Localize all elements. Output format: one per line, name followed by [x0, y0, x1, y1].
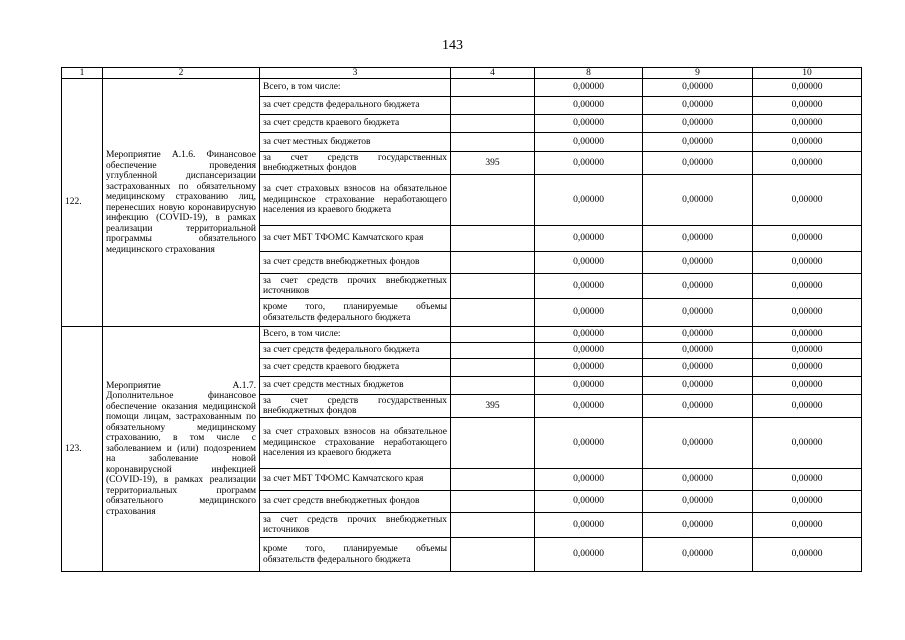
- funding-source: Всего, в том числе:: [260, 79, 451, 97]
- table-row: [62, 327, 862, 343]
- amount-cell: 0,00000: [753, 97, 862, 115]
- amount-cell: 0,00000: [643, 343, 753, 359]
- amount-cell: 0,00000: [535, 395, 643, 418]
- funding-source: за счет средств федерального бюджета: [260, 343, 451, 359]
- table-row: [62, 79, 862, 97]
- amount-cell: 0,00000: [643, 538, 753, 572]
- amount-cell: 0,00000: [643, 152, 753, 175]
- budget-code: [451, 115, 535, 133]
- item-number: 122.: [62, 79, 103, 327]
- amount-cell: 0,00000: [753, 274, 862, 299]
- amount-cell: 0,00000: [535, 252, 643, 274]
- budget-code: [451, 343, 535, 359]
- page-number: 143: [442, 38, 463, 53]
- amount-cell: 0,00000: [753, 175, 862, 226]
- amount-cell: 0,00000: [643, 377, 753, 395]
- funding-source: кроме того, планируемые объемы обязательств федерального бюджета: [260, 538, 451, 572]
- amount-cell: 0,00000: [753, 79, 862, 97]
- funding-source: за счет МБТ ТФОМС Камчатского края: [260, 226, 451, 252]
- amount-cell: 0,00000: [643, 115, 753, 133]
- budget-code: [451, 418, 535, 469]
- budget-code: [451, 513, 535, 538]
- funding-source: за счет средств федерального бюджета: [260, 97, 451, 115]
- budget-code: [451, 79, 535, 97]
- budget-code: [451, 359, 535, 377]
- amount-cell: 0,00000: [753, 469, 862, 491]
- budget-code: [451, 299, 535, 327]
- amount-cell: 0,00000: [535, 79, 643, 97]
- budget-code: [451, 97, 535, 115]
- funding-source: за счет МБТ ТФОМС Камчатского края: [260, 469, 451, 491]
- funding-source: за счет средств внебюджетных фондов: [260, 252, 451, 274]
- amount-cell: 0,00000: [753, 152, 862, 175]
- amount-cell: 0,00000: [753, 395, 862, 418]
- budget-code: 395: [451, 152, 535, 175]
- amount-cell: 0,00000: [753, 115, 862, 133]
- budget-code: [451, 226, 535, 252]
- column-header: 2: [103, 68, 260, 79]
- amount-cell: 0,00000: [753, 226, 862, 252]
- funding-source: кроме того, планируемые объемы обязательств федерального бюджета: [260, 299, 451, 327]
- amount-cell: 0,00000: [535, 175, 643, 226]
- amount-cell: 0,00000: [753, 343, 862, 359]
- column-number-row: [62, 68, 862, 79]
- activity-name: Мероприятие А.1.7. Дополнительное финансовое обеспечение оказания медицинской помощи лицам, застрахованным по обязательному медицинскому страхованию, в том числе с заболеванием и (или) подозрением на заболевание новой коронавирусной инфекцией (COVID-19), в рамках реализации территориальных программ обязательного медицинского страхования: [103, 327, 260, 572]
- amount-cell: 0,00000: [643, 469, 753, 491]
- amount-cell: 0,00000: [535, 133, 643, 152]
- amount-cell: 0,00000: [643, 97, 753, 115]
- funding-source: за счет средств прочих внебюджетных источников: [260, 513, 451, 538]
- item-number: 123.: [62, 327, 103, 572]
- amount-cell: 0,00000: [753, 491, 862, 513]
- amount-cell: 0,00000: [643, 274, 753, 299]
- column-header: 1: [62, 68, 103, 79]
- column-header: 8: [535, 68, 643, 79]
- budget-code: [451, 175, 535, 226]
- amount-cell: 0,00000: [753, 359, 862, 377]
- budget-code: [451, 252, 535, 274]
- table-body: [62, 79, 862, 572]
- funding-source: за счет страховых взносов на обязательное медицинское страхование неработающего населения из краевого бюджета: [260, 418, 451, 469]
- amount-cell: 0,00000: [535, 418, 643, 469]
- funding-source: за счет средств внебюджетных фондов: [260, 491, 451, 513]
- budget-code: 395: [451, 395, 535, 418]
- funding-source: за счет средств местных бюджетов: [260, 377, 451, 395]
- amount-cell: 0,00000: [535, 359, 643, 377]
- amount-cell: 0,00000: [753, 418, 862, 469]
- funding-source: за счет средств прочих внебюджетных источников: [260, 274, 451, 299]
- funding-source: за счет страховых взносов на обязательное медицинское страхование неработающего населения из краевого бюджета: [260, 175, 451, 226]
- amount-cell: 0,00000: [535, 327, 643, 343]
- amount-cell: 0,00000: [535, 491, 643, 513]
- amount-cell: 0,00000: [643, 299, 753, 327]
- budget-code: [451, 538, 535, 572]
- amount-cell: 0,00000: [753, 513, 862, 538]
- funding-source: за счет местных бюджетов: [260, 133, 451, 152]
- amount-cell: 0,00000: [535, 115, 643, 133]
- amount-cell: 0,00000: [753, 299, 862, 327]
- budget-table: [61, 67, 862, 572]
- amount-cell: 0,00000: [535, 152, 643, 175]
- funding-source: за счет средств краевого бюджета: [260, 359, 451, 377]
- column-header: 9: [643, 68, 753, 79]
- budget-code: [451, 274, 535, 299]
- amount-cell: 0,00000: [643, 252, 753, 274]
- budget-code: [451, 327, 535, 343]
- amount-cell: 0,00000: [643, 513, 753, 538]
- amount-cell: 0,00000: [753, 327, 862, 343]
- budget-code: [451, 469, 535, 491]
- amount-cell: 0,00000: [753, 252, 862, 274]
- budget-code: [451, 491, 535, 513]
- amount-cell: 0,00000: [535, 274, 643, 299]
- budget-code: [451, 133, 535, 152]
- funding-source: за счет средств государственных внебюджетных фондов: [260, 395, 451, 418]
- budget-code: [451, 377, 535, 395]
- amount-cell: 0,00000: [643, 491, 753, 513]
- amount-cell: 0,00000: [535, 538, 643, 572]
- amount-cell: 0,00000: [535, 377, 643, 395]
- amount-cell: 0,00000: [535, 299, 643, 327]
- amount-cell: 0,00000: [753, 538, 862, 572]
- amount-cell: 0,00000: [643, 226, 753, 252]
- activity-name: Мероприятие А.1.6. Финансовое обеспечение проведения углубленной диспансеризации застрахованных по обязательному медицинскому страхованию лиц, перенесших новую коронавирусную инфекцию (COVID-19), в рамках реализации территориальной программы обязательного медицинского страхования: [103, 79, 260, 327]
- amount-cell: 0,00000: [535, 469, 643, 491]
- amount-cell: 0,00000: [643, 175, 753, 226]
- amount-cell: 0,00000: [643, 327, 753, 343]
- amount-cell: 0,00000: [535, 343, 643, 359]
- amount-cell: 0,00000: [535, 97, 643, 115]
- amount-cell: 0,00000: [643, 133, 753, 152]
- column-header: 3: [260, 68, 451, 79]
- amount-cell: 0,00000: [535, 513, 643, 538]
- funding-source: за счет средств краевого бюджета: [260, 115, 451, 133]
- amount-cell: 0,00000: [535, 226, 643, 252]
- funding-source: Всего, в том числе:: [260, 327, 451, 343]
- amount-cell: 0,00000: [643, 418, 753, 469]
- amount-cell: 0,00000: [643, 359, 753, 377]
- amount-cell: 0,00000: [753, 133, 862, 152]
- amount-cell: 0,00000: [753, 377, 862, 395]
- column-header: 4: [451, 68, 535, 79]
- funding-source: за счет средств государственных внебюджетных фондов: [260, 152, 451, 175]
- column-header: 10: [753, 68, 862, 79]
- amount-cell: 0,00000: [643, 79, 753, 97]
- amount-cell: 0,00000: [643, 395, 753, 418]
